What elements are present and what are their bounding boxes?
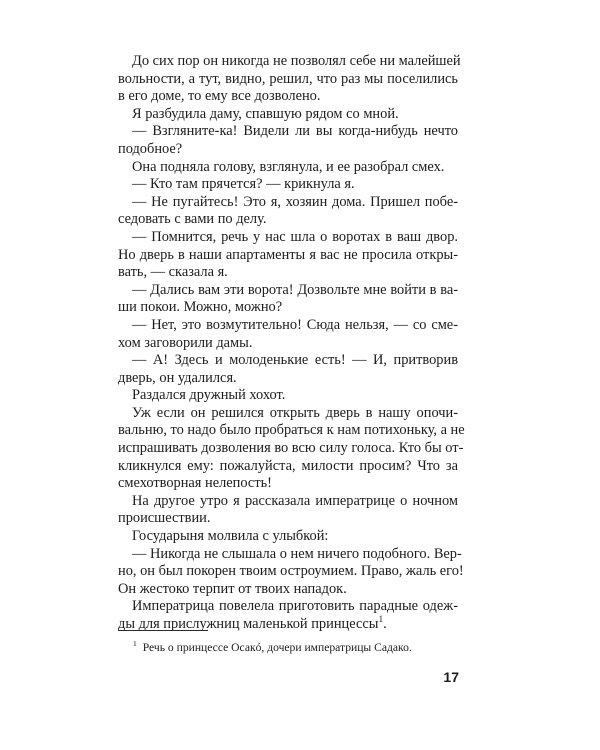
text-line-content: но, он был покорен твоим остроумием. Право, жаль его!: [118, 563, 464, 580]
text-line: [118, 106, 458, 124]
text-line: [118, 335, 458, 353]
text-line-content: — Нет, это возмутительно! Сюда нельзя, — со сме-: [132, 316, 458, 333]
text-line: [118, 581, 458, 599]
text-line-content: седовать с вами по делу.: [118, 211, 267, 228]
text-line-content: — Не пугайтесь! Это я, хозяин дома. Пришел побе-: [132, 193, 458, 210]
text-line-content: вальню, то надо было пробраться к нам потихоньку, а не: [118, 422, 465, 439]
text-line-content: — А! Здесь и молоденькие есть! — И, притворив: [132, 352, 458, 369]
text-line-content: Я разбудила даму, спавшую рядом со мной.: [132, 105, 399, 122]
page-number: 17: [443, 669, 459, 685]
text-line: [118, 510, 458, 528]
text-line: [118, 422, 465, 440]
text-line-content: — Никогда не слышала о нем ничего подобного. Вер-: [132, 545, 462, 562]
text-line-content: ды для прислужниц маленькой принцессы: [118, 616, 379, 632]
text-line-content: Но дверь в наши апартаменты я вас не просила откры-: [118, 246, 458, 263]
text-line: [118, 229, 458, 247]
text-line-content: испрашивать дозволения во всю силу голоса. Кто бы от-: [118, 440, 464, 457]
text-line-content: вольности, а тут, видно, решил, что раз мы поселились: [118, 70, 458, 87]
text-line: [118, 123, 458, 141]
text-line-content: Он жестоко терпит от твоих нападок.: [118, 580, 347, 597]
text-line-content: смехотворная нелепость!: [118, 475, 272, 492]
text-line: [118, 282, 458, 300]
text-line-content: Императрица повелела приготовить парадные одеж-: [132, 598, 458, 615]
text-line-content: подобное?: [118, 140, 183, 157]
text-line: [118, 528, 458, 546]
text-line: [118, 405, 458, 423]
text-line-content: вать, — сказала я.: [118, 264, 228, 281]
text-line-content: дверь, он удалился.: [118, 369, 237, 386]
text-line: [118, 387, 458, 405]
text-line-content: в его доме, то ему все дозволено.: [118, 88, 321, 105]
text-line-content: Государыня молвила с улыбкой:: [132, 528, 329, 545]
text-line: [118, 563, 464, 581]
text-line-content: происшествии.: [118, 510, 211, 527]
body-text: [118, 53, 465, 634]
text-line-content: На другое утро я рассказала императрице о ночном: [132, 492, 458, 509]
text-line-content: Раздался дружный хохот.: [132, 387, 286, 404]
text-line-content: До сих пор он никогда не позволял себе ни малейшей: [132, 53, 461, 69]
text-line: [118, 458, 458, 476]
text-line: [118, 545, 462, 564]
footnote-divider: [118, 630, 208, 631]
footnote-text: Речь о принцессе Осакó, дочери императрицы Садако.: [142, 641, 412, 654]
text-line-content: — Помнится, речь у нас шла о воротах в ваш двор.: [132, 228, 458, 245]
footnote: [133, 641, 412, 655]
text-line: [118, 247, 458, 265]
text-line: [118, 598, 458, 616]
text-line: [118, 440, 464, 458]
text-line: [118, 264, 458, 282]
text-line: [118, 211, 458, 229]
text-line-content: Уж если он решился открыть дверь в нашу опочи-: [132, 404, 458, 421]
text-line: ды для прислужниц маленькой принцессы$^1$.: [118, 615, 387, 632]
text-line: [118, 370, 458, 388]
text-line: [118, 317, 458, 335]
text-line-content: — Дались вам эти ворота! Дозвольте мне войти в ва-: [132, 281, 458, 298]
footnote-reference: 1: [378, 615, 384, 626]
text-line: [118, 159, 458, 177]
text-line-content: — Кто там прячется? — крикнула я.: [132, 176, 355, 193]
text-line-content: Она подняла голову, взглянула, и ее разобрал смех.: [132, 158, 445, 175]
text-line-content: — Взгляните-ка! Видели ли вы когда-нибудь нечто: [132, 123, 458, 140]
text-line: [118, 71, 458, 89]
text-line: [118, 53, 461, 71]
footnote-mark: 1: [133, 639, 137, 649]
text-line-content: кликнулся ему: пожалуйста, милости просим? Что за: [118, 457, 458, 474]
text-line: [118, 493, 458, 511]
text-line-content: хом заговорили дамы.: [118, 334, 253, 351]
text-line: [118, 194, 458, 212]
text-line: [118, 475, 458, 493]
text-line-content: ши покои. Можно, можно?: [118, 299, 283, 316]
text-line: [118, 176, 458, 194]
text-line: [118, 299, 458, 317]
text-line: [118, 352, 458, 370]
text-line: [118, 141, 458, 159]
text-line: [118, 88, 458, 106]
